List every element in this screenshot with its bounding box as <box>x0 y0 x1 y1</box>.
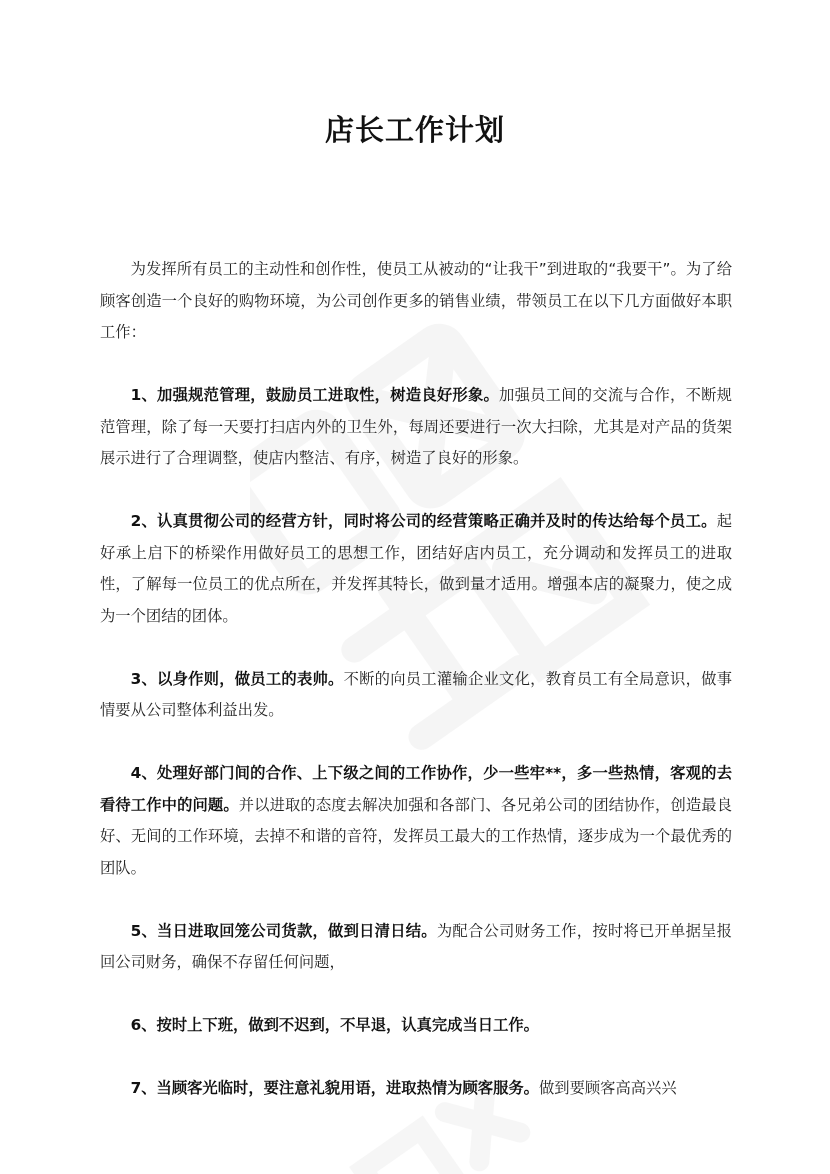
page-title: 店长工作计划 <box>324 113 505 147</box>
item-paragraph-2 <box>100 506 732 632</box>
document-body <box>100 254 732 1105</box>
item-lead-3: 3、以身作则，做员工的表帅。 <box>130 669 344 688</box>
item-paragraph-6 <box>100 1010 732 1042</box>
item-paragraph-3 <box>100 664 732 727</box>
item-lead-5: 5、当日进取回笼公司货款，做到日清日结。 <box>130 921 437 940</box>
item-body-7: 做到要顾客高高兴兴 <box>538 1079 677 1097</box>
item-lead-6: 6、按时上下班，做到不迟到，不早退，认真完成当日工作。 <box>130 1016 539 1034</box>
item-body-4: 并以进取的态度去解决加强和各部门、各兄弟公司的团结协作，创造最良好、无间的工作环境，去掉不和谐的音符，发挥员工最大的工作热情，逐步成为一个最优秀的团队。 <box>100 795 732 877</box>
intro-paragraph: 为发挥所有员工的主动性和创作性，使员工从被动的“让我干”到进取的“我要干”。为了给顾客创造一个良好的购物环境，为公司创作更多的销售业绩，带领员工在以下几方面做好本职工作： <box>100 260 732 341</box>
item-body-5: 为配合公司财务工作，按时将已开单据呈报回公司财务，确保不存留任何问题， <box>100 921 732 971</box>
item-paragraph-5 <box>100 916 732 979</box>
item-lead-4: 4、处理好部门间的合作、上下级之间的工作协作，少一些牢**，多一些热情，客观的去看待工作中的问题。 <box>100 764 732 814</box>
item-paragraph-4 <box>100 758 732 884</box>
item-lead-2: 2、认真贯彻公司的经营方针，同时将公司的经营策略正确并及时的传达给每个员工。 <box>130 512 717 530</box>
item-body-3: 不断的向员工灌输企业文化，教育员工有全局意识，做事情要从公司整体利益出发。 <box>100 669 732 719</box>
item-paragraph-7 <box>100 1073 732 1105</box>
item-lead-7: 7、当顾客光临时，要注意礼貌用语，进取热情为顾客服务。 <box>130 1079 539 1097</box>
item-paragraph-1 <box>100 380 732 475</box>
item-body-2: 起好承上启下的桥梁作用做好员工的思想工作，团结好店内员工，充分调动和发挥员工的进取性，了解每一位员工的优点所在，并发挥其特长，做到量才适用。增强本店的凝聚力，使之成为一个团结的团体。 <box>100 512 732 625</box>
item-lead-1: 1、加强规范管理，鼓励员工进取性，树造良好形象。 <box>130 386 500 404</box>
item-body-1: 加强员工间的交流与合作，不断规范管理，除了每一天要打扫店内外的卫生外，每周还要进行一次大扫除，尤其是对产品的货架展示进行了合理调整，使店内整洁、有序，树造了良好的形象。 <box>100 386 732 467</box>
